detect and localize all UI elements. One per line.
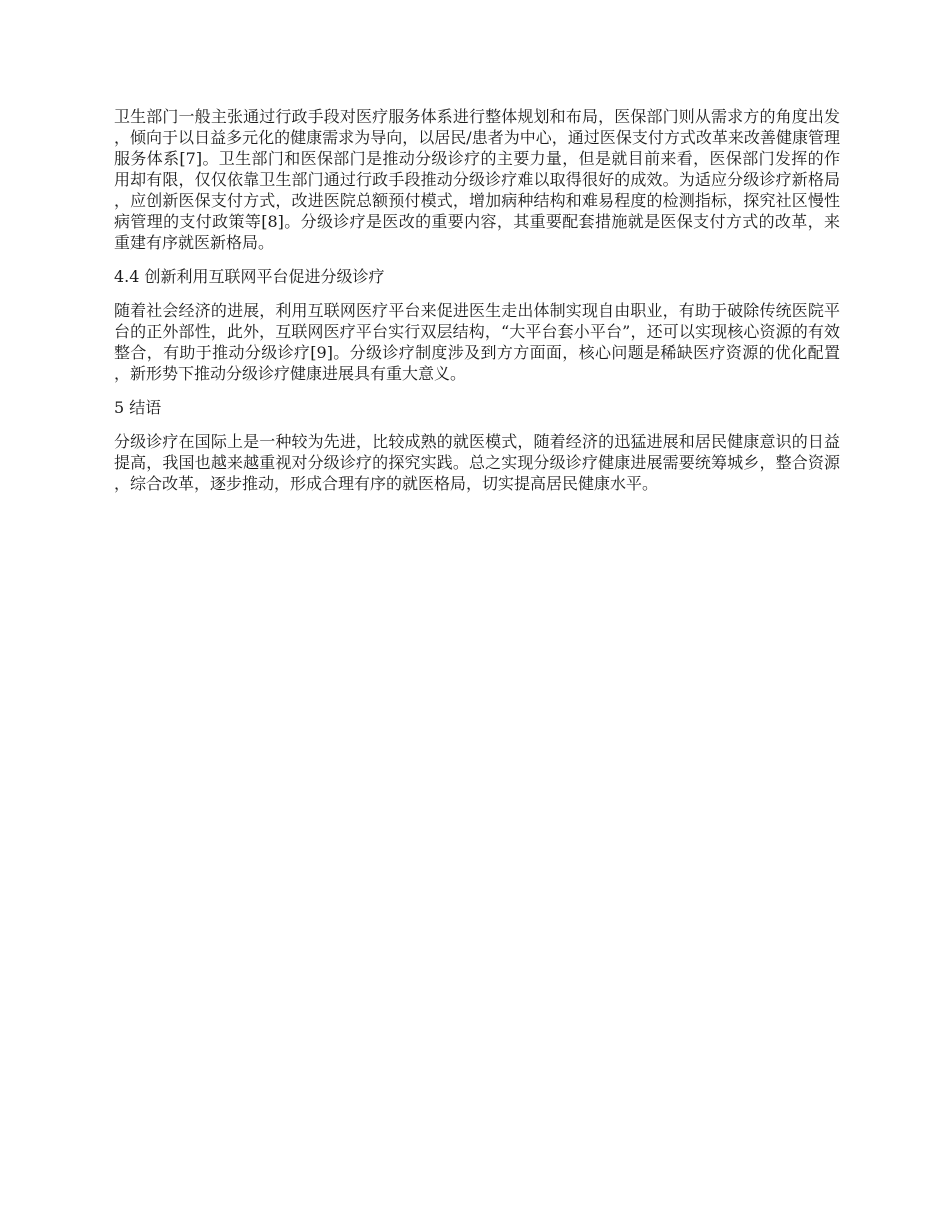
document-body (114, 106, 840, 507)
paragraph-conclusion: 分级诊疗在国际上是一种较为先进，比较成熟的就医模式，随着经济的迅猛进展和居民健康意识的日益提高，我国也越来越重视对分级诊疗的探究实践。总之实现分级诊疗健康进展需要统筹城乡，整合资源，综合改革，逐步推动，形成合理有序的就医格局，切实提高居民健康水平。 (114, 432, 840, 493)
section-heading-4-4: 4.4 创新利用互联网平台促进分级诊疗 (114, 267, 385, 286)
section-heading-5-conclusion: 5 结语 (114, 398, 162, 417)
paragraph-internet-platform: 随着社会经济的进展，利用互联网医疗平台来促进医生走出体制实现自由职业，有助于破除传统医院平台的正外部性，此外，互联网医疗平台实行双层结构，“大平台套小平台”，还可以实现核心资源的有效整合，有助于推动分级诊疗[9]。分级诊疗制度涉及到方方面面，核心问题是稀缺医疗资源的优化配置，新形势下推动分级诊疗健康进展具有重大意义。 (114, 301, 840, 383)
paragraph-medical-insurance-payment: 卫生部门一般主张通过行政手段对医疗服务体系进行整体规划和布局，医保部门则从需求方的角度出发，倾向于以日益多元化的健康需求为导向，以居民/患者为中心，通过医保支付方式改革来改善健康管理服务体系[7]。卫生部门和医保部门是推动分级诊疗的主要力量，但是就目前来看，医保部门发挥的作用却有限，仅仅依靠卫生部门通过行政手段推动分级诊疗难以取得很好的成效。为适应分级诊疗新格局，应创新医保支付方式，改进医院总额预付模式，增加病种结构和难易程度的检测指标，探究社区慢性病管理的支付政策等[8]。分级诊疗是医改的重要内容，其重要配套措施就是医保支付方式的改革，来重建有序就医新格局。 (114, 107, 840, 252)
